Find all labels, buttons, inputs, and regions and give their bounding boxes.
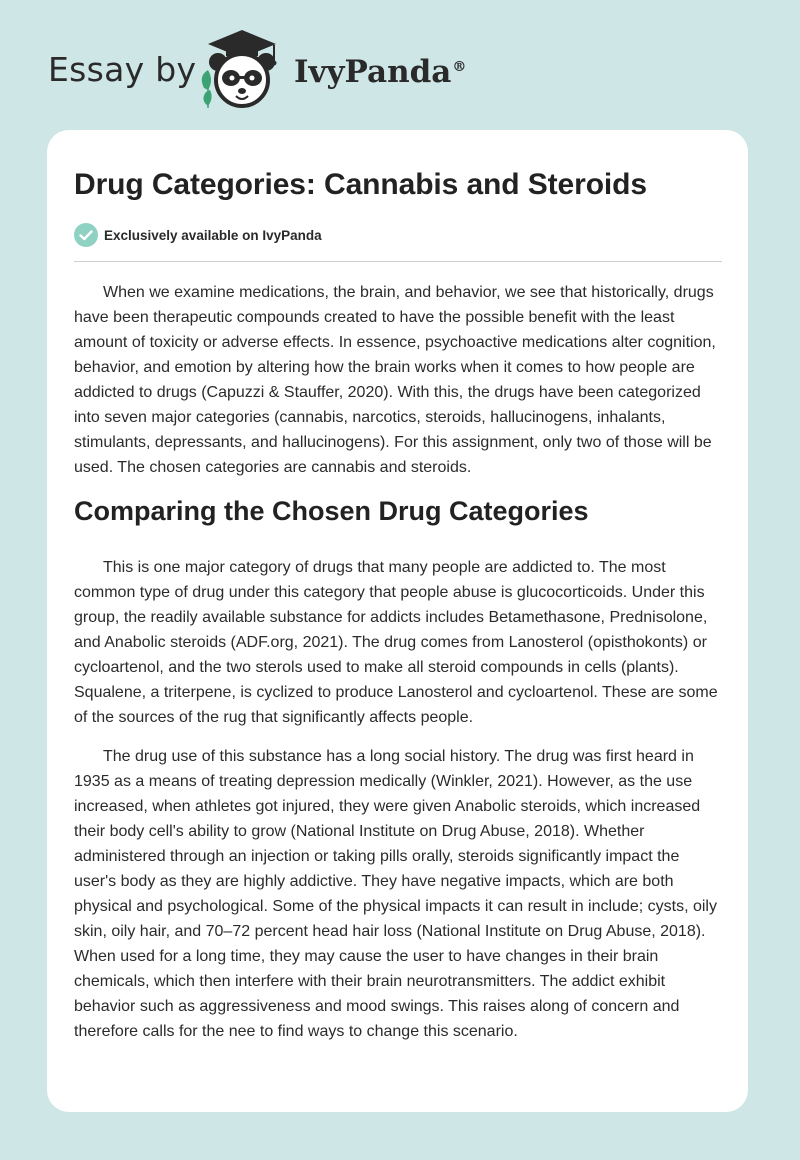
registered-mark: ®: [452, 58, 467, 75]
panda-graduate-icon[interactable]: [196, 28, 288, 110]
badge-label: Exclusively available on IvyPanda: [104, 227, 322, 243]
page-title: Drug Categories: Cannabis and Steroids: [74, 168, 647, 201]
section-heading: Comparing the Chosen Drug Categories: [74, 496, 589, 526]
exclusive-badge: [74, 222, 322, 248]
article-card: [47, 130, 748, 1112]
section-paragraph-2: The drug use of this substance has a long social history. The drug was first heard in 1935 as a means of treating depression medically (Winkler, 2021). However, as the use increased, when athletes got injured, they were given Anabolic steroids, which increased their body cell's ability to grow (National Institute on Drug Abuse, 2018). Whether administered through an injection or taking pills orally, steroids significantly impact the user's body as they are highly addictive. They have negative impacts, which are both physical and psychological. Some of the physical impacts it can result in include; cysts, oily skin, oily hair, and 70–72 percent head hair loss (National Institute on Drug Abuse, 2018). When used for a long time, they may cause the user to have changes in their brain chemicals, which then interfere with their brain neurotransmitters. The addict exhibit behavior such as aggressiveness and mood swings. This raises along of concern and therefore calls for the nee to find ways to change this scenario.: [74, 748, 717, 1040]
check-circle-icon: [74, 223, 98, 247]
intro-paragraph: When we examine medications, the brain, and behavior, we see that historically, drugs have been therapeutic compounds created to have the possible benefit with the least amount of toxicity or adverse effects. In essence, psychoactive medications alter cognition, behavior, and emotion by altering how the brain works when it comes to how people are addicted to drugs (Capuzzi & Stauffer, 2020). With this, the drugs have been categorized into seven major categories (cannabis, narcotics, steroids, hallucinogens, inhalants, stimulants, depressants, and hallucinogens). For this assignment, only two of those will be used. The chosen categories are cannabis and steroids.: [74, 284, 716, 476]
divider: [74, 261, 722, 262]
brand-name[interactable]: IvyPanda®: [294, 54, 467, 90]
site-header: [0, 0, 800, 120]
brand-prefix: Essay by: [48, 50, 197, 89]
section-paragraph-1: This is one major category of drugs that many people are addicted to. The most common type of drug under this category that people abuse is glucocorticoids. Under this group, the readily available substance for addicts includes Betamethasone, Prednisolone, and Anabolic steroids (ADF.org, 2021). The drug comes from Lanosterol (opisthokonts) or cycloartenol, and the two sterols used to make all steroid compounds in cells (plants). Squalene, a triterpene, is cyclized to produce Lanosterol and cycloartenol. These are some of the sources of the rug that significantly affects people.: [74, 559, 718, 726]
